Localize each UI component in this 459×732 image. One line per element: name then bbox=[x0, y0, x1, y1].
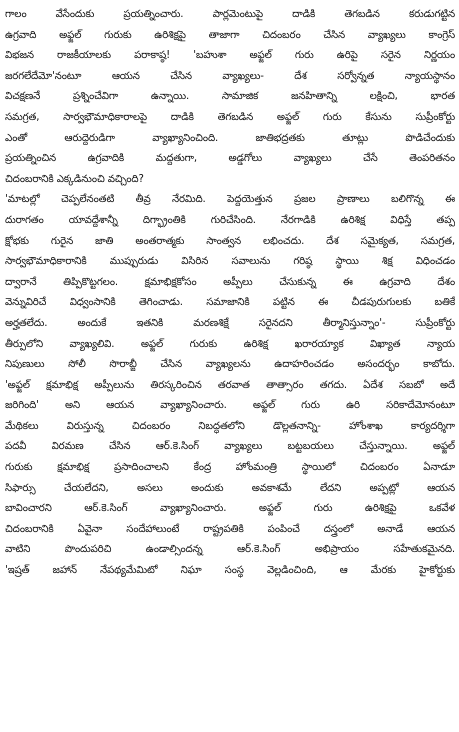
text-line: విచక్షణనే ప్రశ్నించేవిగా ఉన్నాయి. సామాజిక జనహితాన్ని లక్షించి, భారత bbox=[5, 91, 455, 103]
text-line: జరగలేదేమో'నంటూ ఆయన చేసిన వ్యాఖ్యలు- దేశ సర్వోన్నత న్యాయస్థానం bbox=[5, 70, 455, 82]
text-line: సమగ్రత, సార్వభౌమాధికారాలపై దాడికి తెగబడిన అఫ్జల్ గురు కేసును సుప్రీంకోర్టు bbox=[5, 111, 455, 123]
paragraph-1 bbox=[5, 5, 455, 190]
text-line: నిపుణులు సోలీ సొరాబ్జీ చేసిన వ్యాఖ్యలను ఉదాహరించడం అసందర్భం కాబోదు. bbox=[5, 359, 455, 371]
text-line: సార్వభౌమాధికారానికి ముప్పురుడు విసిరిన సవాలును గరిష్ఠ స్థాయి శిక్ష విధించడం bbox=[5, 256, 455, 268]
text-line: 'మాటల్లో చెప్పలేనంతటి తీవ్ర నేరమిది. పెద్దయెత్తున ప్రజల ప్రాణాలు బలిగొన్న ఈ bbox=[5, 194, 455, 206]
text-line: వాటిని పొందుపరిచి ఉండాల్సిందన్న ఆర్.కె.సింగ్ అభిప్రాయం సహేతుకమైనది. bbox=[5, 544, 455, 556]
text-line: ప్రయత్నించిన ఉగ్రవాదికి మద్దతుగా, అడ్డగోలు వ్యాఖ్యలు చేసే తెంపరితనం bbox=[5, 153, 455, 165]
text-line: గురుకు క్షమాభిక్ష ప్రసాదించాలని కేంద్ర హోంమంత్రి స్థాయిలో చిదంబరం ఏనాడూ bbox=[5, 462, 455, 474]
article-body bbox=[5, 5, 455, 582]
text-line: వెన్నువిరిచే విధ్వంసానికి తెగించాడు. సమాజానికి పట్టిన ఈ చీడపురుగులకు బతికే bbox=[5, 297, 455, 309]
text-line: అర్హతలేదు. అందుకే ఇతనికి మరణశిక్షే సరైనదని తీర్మానిస్తున్నాం'- సుప్రీంకోర్టు bbox=[5, 317, 455, 329]
text-line: క్షోభకు గురైన జాతి అంతరాత్మకు సాంత్వన లభించదు. దేశ సమైక్యత, సమగ్రత, bbox=[5, 235, 455, 247]
text-line: చిదంబరానికి ఎక్కడినుంచి వచ్చింది? bbox=[5, 173, 144, 185]
text-line: ఉగ్రవాది అఫ్జల్ గురుకు ఉరిశిక్షపై తాజాగా చిదంబరం చేసిన వ్యాఖ్యలు కాంగ్రెస్ bbox=[5, 29, 455, 41]
text-line: ఎంతో ఆరుద్దెరుడిగా వ్యాఖ్యానించింది. జాతిభద్రతకు తూట్లు పొడిచేందుకు bbox=[5, 132, 455, 144]
text-line: మేథికలు విరుస్తున్న చిదంబరం నిబద్ధతలోని డొల్లతనాన్ని- హోంశాఖ కార్యదర్శిగా bbox=[5, 420, 455, 432]
text-line: తీర్పులోని వ్యాఖ్యలివి. అఫ్జల్ గురుకు ఉరిశిక్ష ఖరారయ్యాక విఖ్యాత న్యాయ bbox=[5, 338, 455, 350]
text-line: పదవీ విరమణ చేసిన ఆర్.కె.సింగ్ వ్యాఖ్యలు బట్టబయలు చేస్తున్నాయి. అఫ్జల్ bbox=[5, 441, 455, 453]
text-line: చిదంబరానికి ఏవైనా సందేహాలుంటే రాష్ట్రపతికి పంపించే దస్త్రంలో అనాడే ఆయన bbox=[5, 523, 455, 535]
text-line: గాలం వేసేందుకు ప్రయత్నించారు. పార్లమెంటుపై దాడికి తెగబడిన కరుడుగట్టిన bbox=[5, 9, 455, 20]
paragraph-2 bbox=[5, 190, 455, 581]
text-line: ద్వారానే తిప్పికొట్టగలం. క్షమాభిక్షకోసం అప్పీలు చేసుకున్న ఈ ఉగ్రవాది దేశం bbox=[5, 276, 455, 288]
text-line: దురాగతం యావద్దేశాన్నీ దిగ్భ్రాంతికి గురిచేసింది. నేరగాడికి ఉరిశిక్ష విధిస్తే తప్ప bbox=[5, 214, 455, 226]
text-line: బావించారని ఆర్.కె.సింగ్ వ్యాఖ్యానించారు. అఫ్జల్ గురు ఉరిశిక్షపై ఒకవేళ bbox=[5, 503, 455, 515]
text-line: సిఫార్సు చేయలేదని, అసలు అందుకు అవకాశమే లేదని అప్పట్లో ఆయన bbox=[5, 482, 455, 494]
text-line: జరిగింది' అని ఆయన వ్యాఖ్యానించారు. అఫ్జల్ గురు ఉరి సరికాదేమోనంటూ bbox=[5, 400, 455, 412]
text-line: విభజన రాజకీయాలకు పరాకాష్ఠ! 'బహుశా అఫ్జల్ గురు ఉరిపై సరైన నిర్ణయం bbox=[5, 50, 455, 62]
text-line: 'ఇష్రత్ జహాన్ నేపథ్యమేమిటో నిఘా సంస్థ వెల్లడించింది, ఆ మేరకు హైకోర్టుకు bbox=[5, 565, 455, 577]
text-line: 'అఫ్జల్ క్షమాభిక్ష అప్పీలును తిరస్కరించిన తరవాత తాత్సారం తగదు. ఏదేశ సబబో అదే bbox=[5, 379, 455, 391]
